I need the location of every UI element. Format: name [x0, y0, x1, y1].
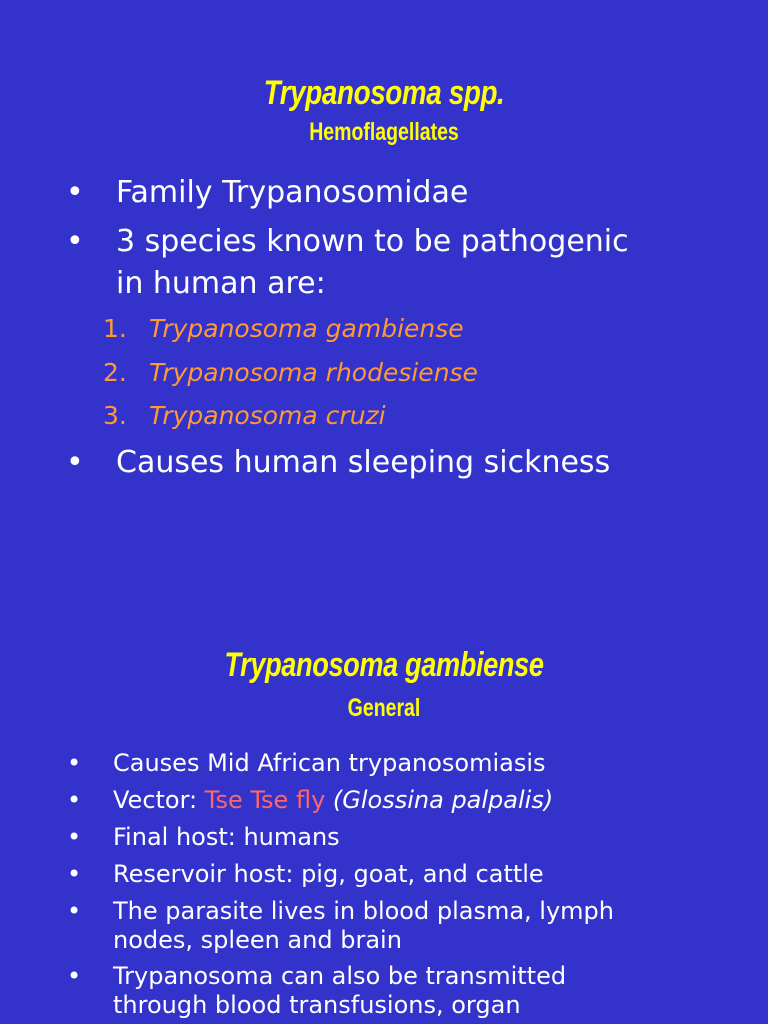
- species-number: 2.: [103, 358, 127, 387]
- slide-2-title: Trypanosoma gambiense: [224, 646, 544, 684]
- species-item: [103, 313, 703, 345]
- bullet-text-continued: in human are:: [116, 266, 326, 301]
- species-number: 3.: [103, 401, 127, 430]
- bullet-text-continued: through blood transfusions, organ: [113, 991, 521, 1019]
- slide-2: [0, 620, 768, 1024]
- bullet-item: [66, 172, 746, 214]
- species-name: Trypanosoma gambiense: [149, 314, 464, 343]
- bullet-item: [67, 859, 757, 889]
- bullet-item: [67, 896, 757, 956]
- species-item: [103, 357, 703, 389]
- bullet-dot: •: [66, 224, 84, 259]
- bullet-dot: •: [66, 445, 84, 480]
- bullet-text: Causes human sleeping sickness: [116, 445, 611, 480]
- bullet-item: [67, 961, 757, 1024]
- species-name: Trypanosoma cruzi: [149, 401, 386, 430]
- bullet-dot: •: [67, 786, 82, 814]
- bullet-text: Final host: humans: [113, 823, 340, 851]
- bullet-item: [66, 442, 746, 484]
- bullet-text-continued: nodes, spleen and brain: [113, 926, 402, 954]
- slide-2-subtitle: General: [347, 694, 421, 722]
- species-name: Trypanosoma rhodesiense: [149, 358, 478, 387]
- bullet-text: Trypanosoma can also be transmitted: [113, 962, 567, 990]
- slide-1-subtitle: Hemoflagellates: [309, 118, 459, 146]
- bullet-item: [67, 822, 757, 852]
- bullet-dot: •: [67, 962, 82, 990]
- vector-label: Vector:: [113, 786, 205, 814]
- bullet-item: [66, 221, 746, 305]
- bullet-text: [113, 785, 553, 815]
- bullet-item: [67, 785, 757, 815]
- slide-1-title: Trypanosoma spp.: [263, 74, 505, 112]
- bullet-text: 3 species known to be pathogenic: [116, 224, 629, 259]
- bullet-dot: •: [66, 175, 84, 210]
- bullet-text: Reservoir host: pig, goat, and cattle: [113, 860, 544, 888]
- species-item: [103, 400, 703, 432]
- species-number: 1.: [103, 314, 127, 343]
- bullet-dot: •: [67, 897, 82, 925]
- bullet-item: [67, 748, 757, 778]
- vector-highlight: Tse Tse fly: [204, 786, 326, 814]
- bullet-dot: •: [67, 860, 82, 888]
- vector-species: (Glossina palpalis): [325, 786, 554, 814]
- bullet-text: Family Trypanosomidae: [116, 175, 469, 210]
- bullet-dot: •: [67, 823, 82, 851]
- bullet-text: The parasite lives in blood plasma, lymph: [113, 897, 614, 925]
- bullet-text: Causes Mid African trypanosomiasis: [113, 749, 546, 777]
- bullet-dot: •: [67, 749, 82, 777]
